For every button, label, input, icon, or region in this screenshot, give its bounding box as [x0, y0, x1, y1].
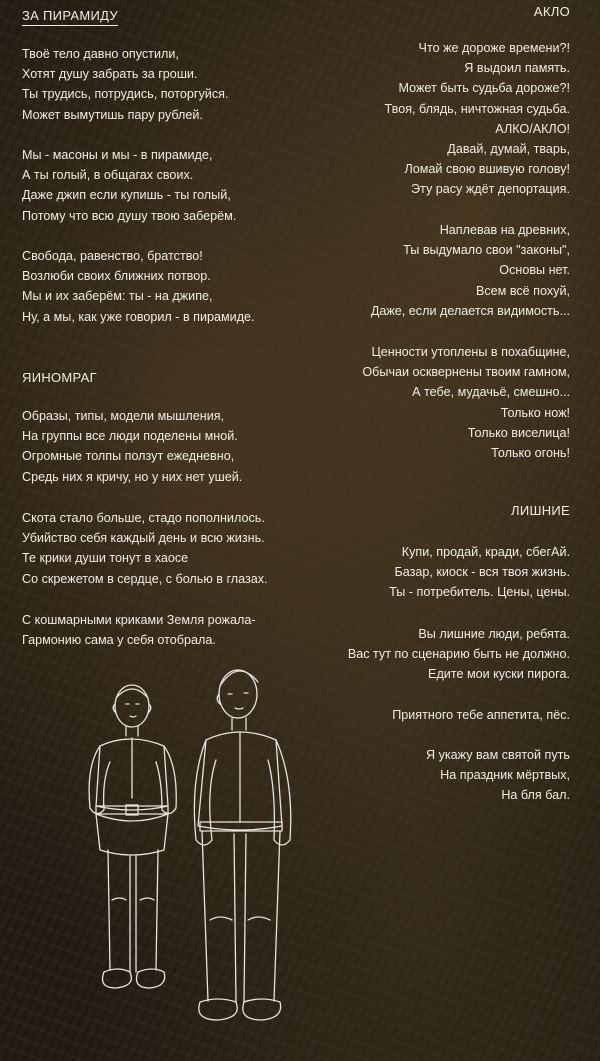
poem-line: Обычаи осквернены твоим гамном, [362, 365, 570, 380]
poem-line: А тебе, мудачьё, смешно... [412, 385, 570, 400]
poem-title-lishnie: ЛИШНИЕ [511, 503, 570, 518]
stanza [389, 542, 570, 603]
poem-line: Твоя, блядь, ничтожная судьба. [384, 101, 570, 116]
poem-line: Вас тут по сценарию быть не должно. [347, 647, 570, 662]
poem-line: Вы лишние люди, ребята. [418, 627, 570, 641]
poem-title-za-piramidu: ЗА ПИРАМИДУ [22, 8, 118, 26]
poem-line: Скота стало больше, стадо пополнилось. [22, 511, 265, 525]
poem-line: Может вымутишь пару рублей. [22, 107, 203, 122]
stanza [371, 220, 570, 321]
poem-line: Приятного тебе аппетита, пёс. [392, 708, 570, 722]
stanza [22, 44, 228, 125]
poem-line: Образы, типы, модели мышления, [22, 409, 225, 423]
poem-line: Ломай свою вшивую голову! [404, 162, 570, 177]
poem-line: Гармонию сама у себя отобрала. [22, 633, 216, 648]
stanza [22, 145, 236, 226]
poem-line: АЛКО/АКЛО! [495, 121, 570, 136]
stanza [22, 406, 242, 487]
poem-line: Возлюби своих ближних потвор. [22, 269, 211, 284]
poem-line: Ты выдумало свои "законы", [403, 243, 570, 258]
poem-line: Эту расу ждёт депортация. [410, 182, 570, 197]
poem-line: Потому что всю душу твою заберём. [22, 208, 237, 223]
right-boy-figure [194, 670, 290, 1020]
poem-line: Мы - масоны и мы - в пирамиде, [22, 148, 213, 162]
two-boys-illustration [60, 660, 340, 1055]
poem-line: Убийство себя каждый день и всю жизнь. [22, 531, 265, 546]
poem-line: На группы все люди поделены мной. [22, 429, 238, 444]
poem-title-yainomrag: ЯИНОМРАГ [22, 370, 97, 385]
stanza [385, 38, 571, 200]
poem-line: Со скрежетом в сердце, с болью в глазах. [22, 571, 268, 586]
poem-line: Может быть судьба дороже?! [398, 81, 570, 96]
stanza [392, 705, 570, 725]
poem-line: Я укажу вам святой путь [425, 748, 570, 762]
poem-line: Хотят душу забрать за гроши. [22, 67, 198, 82]
poem-line: Купи, продай, кради, сбегАй. [401, 545, 570, 559]
stanza [22, 508, 268, 589]
poem-line: Ты трудись, потрудись, поторгуйся. [22, 87, 229, 102]
poem-line: Ты - потребитель. Цены, цены. [389, 585, 570, 600]
poem-line: Всем всё похуй, [475, 283, 570, 298]
poem-line: Наплевав на древних, [439, 223, 570, 237]
poem-line: Что же дороже времени?! [418, 41, 570, 55]
poem-title-aklo: АКЛО [533, 4, 570, 19]
poem-line: На праздник мёртвых, [440, 768, 570, 783]
stanza [22, 246, 255, 327]
poem-line: На бля бал. [501, 788, 570, 803]
poem-line: Средь них я кричу, но у них нет ушей. [22, 469, 243, 484]
left-boy-figure [89, 685, 176, 988]
poem-line: Даже джип если купишь - ты голый, [22, 188, 231, 203]
stanza [348, 624, 570, 685]
poem-line: Я выдоил память. [464, 61, 570, 76]
stanza [362, 342, 570, 463]
poem-line: А ты голый, в общагах своих. [22, 168, 194, 183]
poem-line: Только виселица! [467, 425, 570, 440]
stanza [426, 745, 570, 806]
poem-line: Ценности утоплены в похабщине, [371, 345, 570, 359]
poem-line: Мы и их заберём: ты - на джипе, [22, 289, 213, 304]
poem-line: Только огонь! [491, 446, 570, 461]
poem-line: Давай, думай, тварь, [447, 142, 570, 157]
poem-line: Основы нет. [499, 263, 570, 278]
poem-line: Твоё тело давно опустили, [22, 47, 179, 61]
poem-line: С кошмарными криками Земля рожала- [22, 613, 256, 627]
poem-line: Даже, если делается видимость... [370, 303, 570, 318]
poem-line: Огромные толпы ползут ежедневно, [22, 449, 235, 464]
poem-line: Базар, киоск - вся твоя жизнь. [394, 565, 570, 580]
poem-line: Те крики души тонут в хаосе [22, 551, 189, 566]
poem-line: Только нож! [500, 405, 570, 420]
poem-line: Едите мои куски пирога. [428, 667, 570, 682]
poem-line: Ну, а мы, как уже говорил - в пирамиде. [22, 309, 255, 324]
poem-line: Свобода, равенство, братство! [22, 249, 203, 263]
stanza [22, 610, 256, 650]
